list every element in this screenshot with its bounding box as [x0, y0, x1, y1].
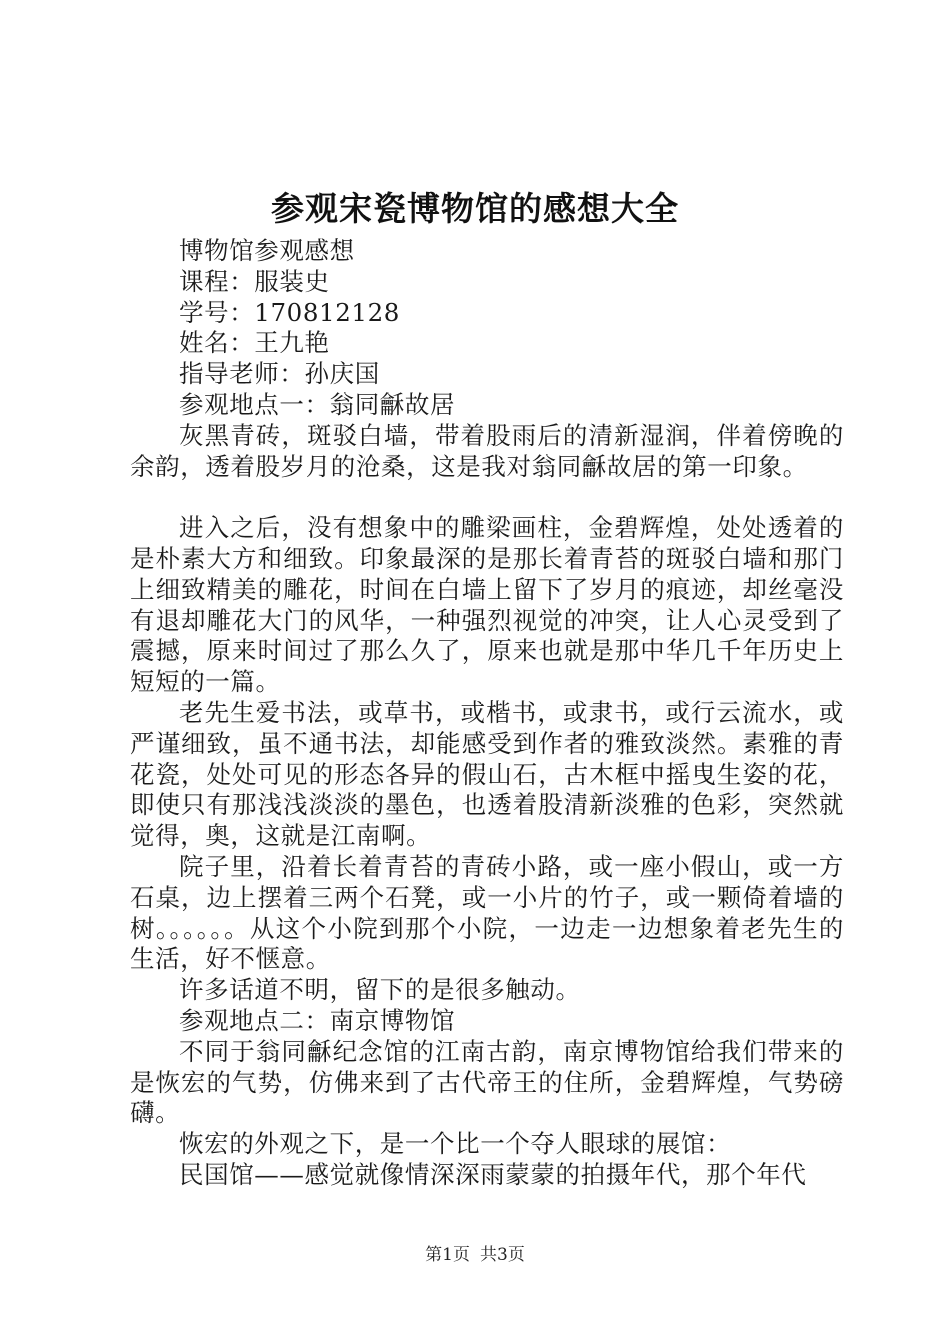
paragraph-republic-hall: 民国馆——感觉就像情深深雨蒙蒙的拍摄年代，那个年代 — [179, 1159, 807, 1189]
paragraph-location-one: 参观地点一：翁同龢故居 — [179, 389, 456, 419]
page-footer — [0, 1243, 950, 1267]
paragraph-instructor: 指导老师：孙庆国 — [179, 359, 380, 389]
page-total: 共3页 — [480, 1245, 525, 1265]
paragraph-heading: 博物馆参观感想 — [179, 236, 355, 265]
paragraph-name: 姓名：王九艳 — [179, 328, 330, 358]
document-body — [130, 236, 844, 1191]
paragraph-location-two: 参观地点二：南京博物馆 — [179, 1005, 456, 1035]
page-number: 第1页 — [425, 1245, 470, 1265]
paragraph-courtyard: 院子里，沿着长着青苔的青砖小路，或一座小假山，或一方石桌，边上摆着三两个石凳，或一小片的竹子，或一颗倚着墙的树。。。。。。从这个小院到那个小院，一边走一边想象着老先生的生活，好不惬意。 — [130, 851, 844, 974]
paragraph-exhibits-intro: 恢宏的外观之下，是一个比一个夺人眼球的展馆： — [179, 1129, 732, 1159]
paragraph-calligraphy: 老先生爱书法，或草书，或楷书，或隶书，或行云流水，或严谨细致，虽不通书法，却能感受到作者的雅致淡然。素雅的青花瓷，处处可见的形态各异的假山石，古木框中摇曳生姿的花，即使只有那浅浅淡淡的墨色，也透着股清新淡雅的色彩，突然就觉得，奥，这就是江南啊。 — [130, 697, 844, 851]
document-title: 参观宋瓷博物馆的感想大全 — [271, 189, 679, 228]
paragraph-nanjing-museum: 不同于翁同龢纪念馆的江南古韵，南京博物馆给我们带来的是恢宏的气势，仿佛来到了古代帝王的住所，金碧辉煌，气势磅礴。 — [130, 1036, 844, 1128]
paragraph-student-id: 学号：170812128 — [179, 297, 400, 327]
paragraph-feelings: 许多话道不明，留下的是很多触动。 — [179, 975, 581, 1005]
paragraph-entering: 进入之后，没有想象中的雕梁画柱，金碧辉煌，处处透着的是朴素大方和细致。印象最深的是那长着青苔的斑驳白墙和那门上细致精美的雕花，时间在白墙上留下了岁月的痕迹，却丝毫没有退却雕花大门的风华，一种强烈视觉的冲突，让人心灵受到了震撼，原来时间过了那么久了，原来也就是那中华几千年历史上短短的一篇。 — [130, 513, 844, 697]
paragraph-course: 课程：服装史 — [179, 266, 330, 296]
paragraph-first-impression: 灰黑青砖，斑驳白墙，带着股雨后的清新湿润，伴着傍晚的余韵，透着股岁月的沧桑，这是我对翁同龢故居的第一印象。 — [130, 420, 844, 481]
